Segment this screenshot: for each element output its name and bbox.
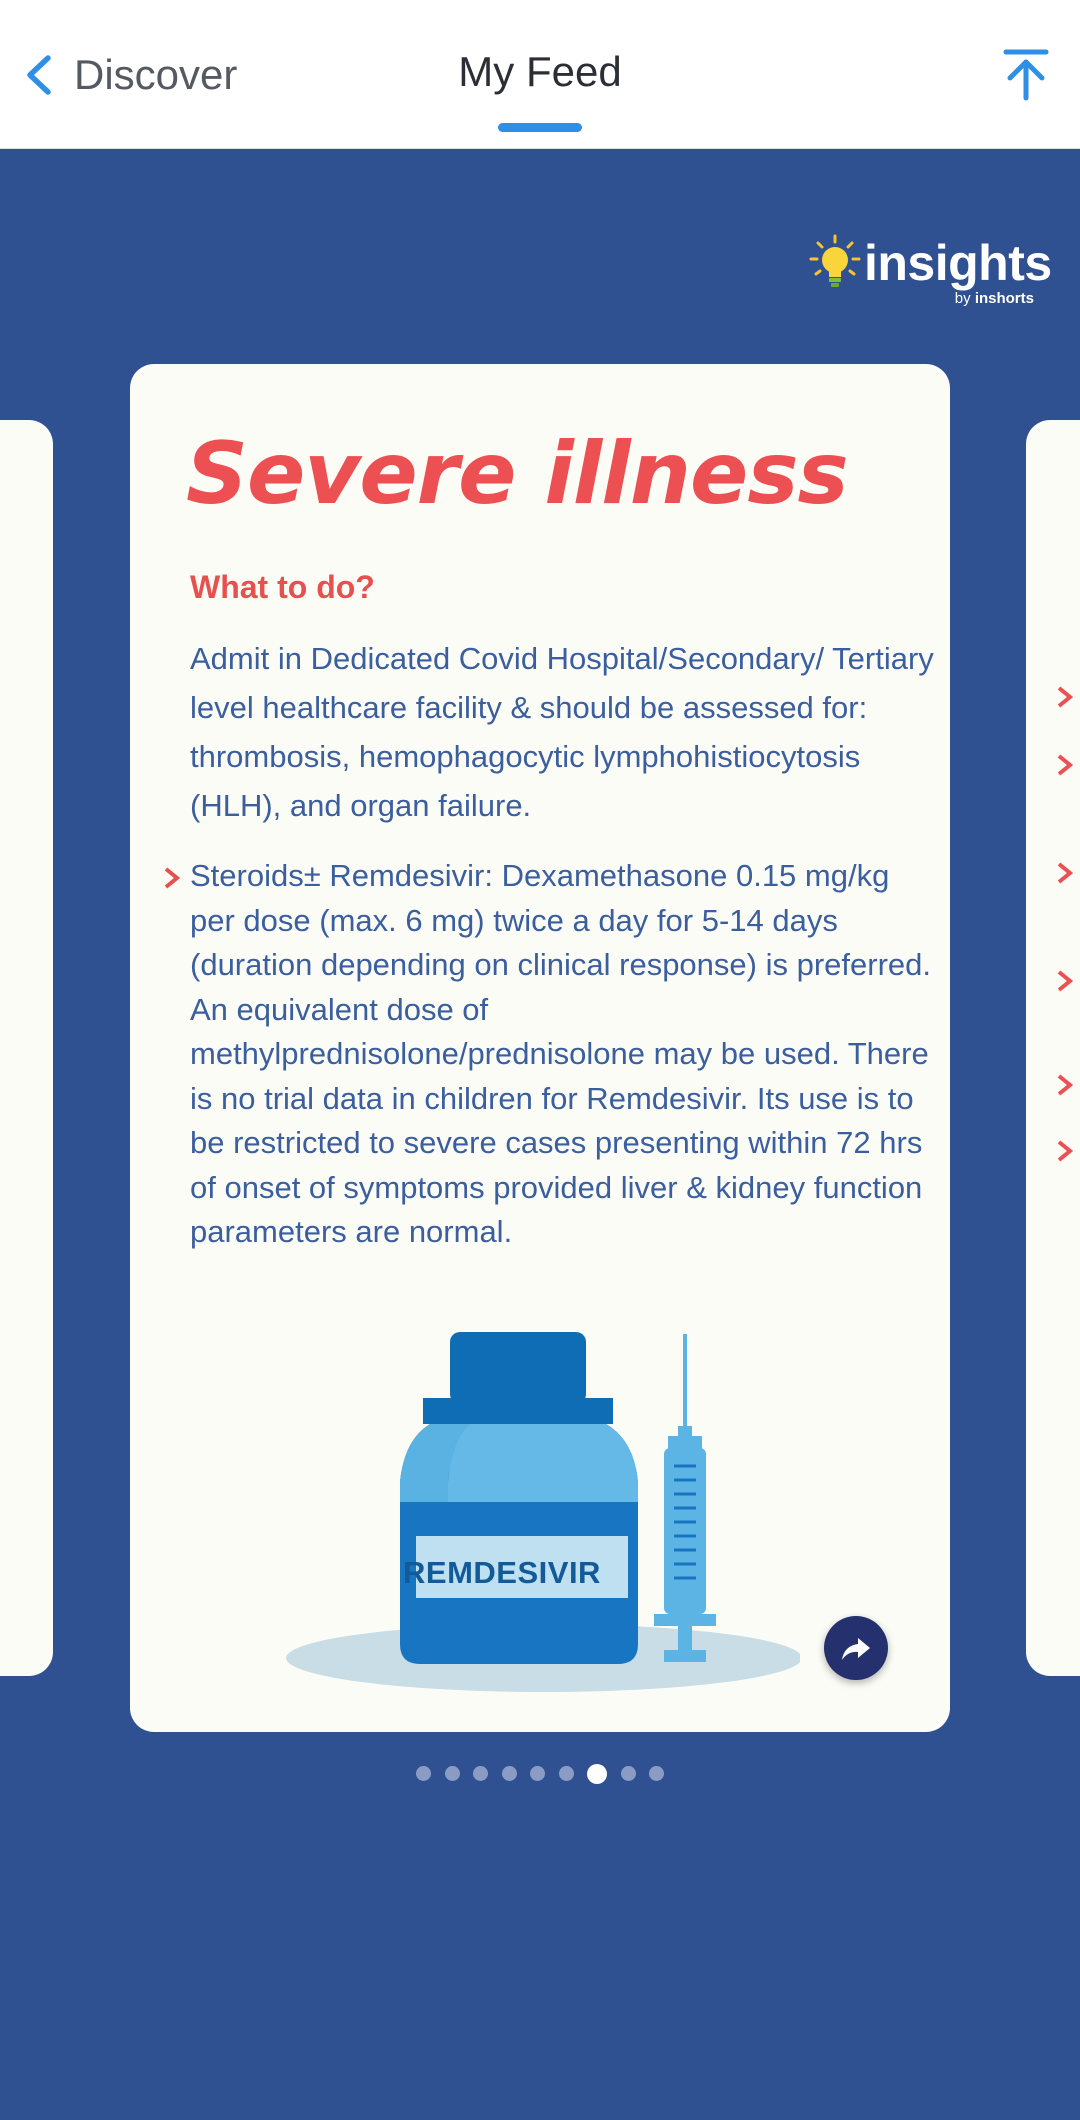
- back-label: Discover: [74, 51, 238, 98]
- tab-my-feed[interactable]: My Feed: [458, 48, 622, 95]
- card-pagination: [0, 1766, 1080, 1784]
- chevron-right-icon: [1054, 752, 1076, 778]
- brand-sub-prefix: by: [954, 290, 971, 307]
- share-button[interactable]: [824, 1616, 888, 1680]
- bullet-chevron-icon: [162, 865, 182, 891]
- chevron-right-icon: [1054, 860, 1076, 886]
- active-tab-indicator: [498, 123, 582, 132]
- page-dot-4[interactable]: [502, 1766, 517, 1781]
- brand-subtitle: [955, 290, 1034, 307]
- card-paragraph-admission: Admit in Dedicated Covid Hospital/Secondary/ Tertiary level healthcare facility & should be assessed for: thrombosis, hemophagocytic lymphohistiocytosis (HLH), and organ failure.: [190, 641, 934, 823]
- card-title: Severe illness: [186, 424, 848, 524]
- share-arrow-icon: [838, 1630, 874, 1666]
- section-heading: What to do?: [190, 569, 375, 605]
- previous-card[interactable]: [0, 420, 53, 1676]
- page-dot-9[interactable]: [649, 1766, 664, 1781]
- brand-sub-name: inshorts: [974, 290, 1034, 307]
- card-paragraph-treatment: Steroids± Remdesivir: Dexamethasone 0.15 mg/kg per dose (max. 6 mg) twice a day for 5-14 days (duration depending on clinical response) is preferred. An equivalent dose of methylprednisolone/prednisolone may be used. There is no trial data in children for Remdesivir. Its use is to be restricted to severe cases presenting within 72 hrs of onset of symptoms provided liver & kidney function parameters are normal.: [190, 858, 931, 1249]
- arrow-up-to-top-icon[interactable]: [994, 42, 1058, 106]
- top-navigation-bar: [0, 0, 1080, 149]
- page-dot-8[interactable]: [621, 1766, 636, 1781]
- chevron-right-icon: [1054, 968, 1076, 994]
- drug-label-text: REMDESIVIR: [403, 1555, 601, 1590]
- lightbulb-icon: [808, 234, 862, 292]
- remdesivir-vial-syringe-illustration: [280, 1332, 800, 1712]
- chevron-right-icon: [1054, 684, 1076, 710]
- page-dot-3[interactable]: [473, 1766, 488, 1781]
- page-dot-5[interactable]: [530, 1766, 545, 1781]
- insights-logo: [808, 230, 1052, 310]
- page-dot-1[interactable]: [416, 1766, 431, 1781]
- story-card[interactable]: [130, 364, 950, 1732]
- chevron-right-icon: [1054, 1138, 1076, 1164]
- page-dot-7[interactable]: [587, 1764, 607, 1784]
- brand-name: insights: [864, 235, 1052, 291]
- page-dot-2[interactable]: [445, 1766, 460, 1781]
- next-card[interactable]: [1026, 420, 1080, 1676]
- page-dot-6[interactable]: [559, 1766, 574, 1781]
- chevron-right-icon: [1054, 1072, 1076, 1098]
